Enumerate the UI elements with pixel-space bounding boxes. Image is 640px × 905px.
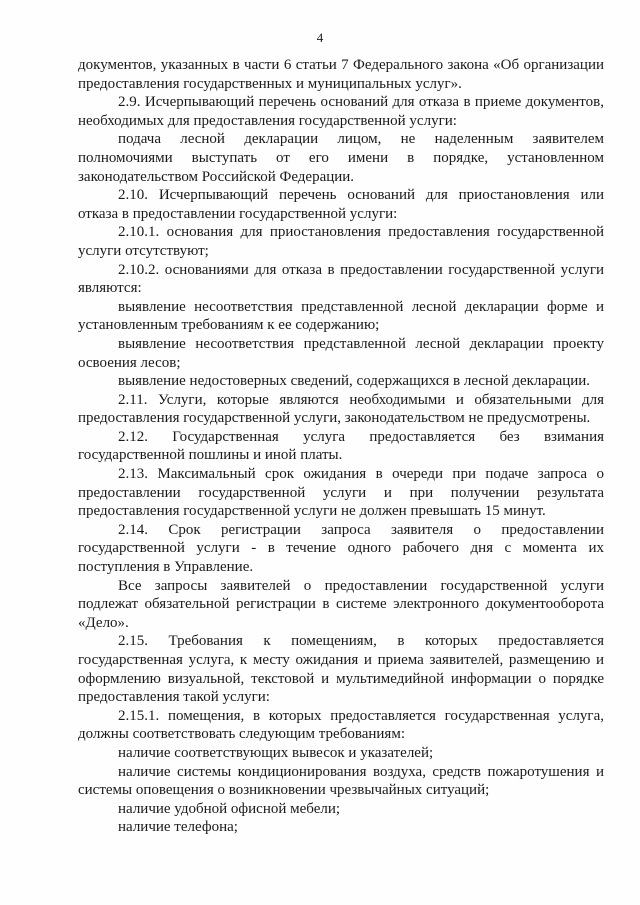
paragraph: наличие соответствующих вывесок и указателей; (118, 744, 434, 761)
paragraph: 2.11. Услуги, которые являются необходимыми и обязательными для предоставления государственной услуги, законодательством не предусмотрены. (78, 391, 604, 427)
paragraph: 2.15.1. помещения, в которых предоставляется государственная услуга, должны соответствовать следующим требованиям: (78, 707, 604, 743)
paragraph: 2.10.2. основаниями для отказа в предоставлении государственной услуги являются: (78, 261, 604, 297)
paragraph: Все запросы заявителей о предоставлении государственной услуги подлежат обязательной регистрации в системе электронного документооборота «Дело». (78, 577, 604, 631)
paragraph: 2.10. Исчерпывающий перечень оснований для приостановления или отказа в предоставлении государственной услуги: (78, 187, 604, 222)
paragraph: наличие системы кондиционирования воздуха, средств пожаротушения и системы оповещения о возникновении чрезвычайных ситуаций; (78, 763, 604, 799)
paragraph: 2.10.1. основания для приостановления предоставления государственной услуги отсутствуют; (78, 224, 604, 259)
paragraph: 2.9. Исчерпывающий перечень оснований для отказа в приеме документов, необходимых для предоставления государственной услуги: (78, 94, 604, 129)
paragraph: выявление недостоверных сведений, содержащихся в лесной декларации. (118, 373, 591, 390)
paragraph: 2.13. Максимальный срок ожидания в очереди при подаче запроса о предоставлении государственной услуги и при получении результата предоставления государственной услуги не должен превышать 15 минут. (78, 466, 604, 520)
paragraph: 2.14. Срок регистрации запроса заявителя о предоставлении государственной услуги - в течение одного рабочего дня с момента их поступления в Управление. (78, 521, 604, 576)
paragraph: 2.15. Требования к помещениям, в которых предоставляется государственная услуга, к месту ожидания и приема заявителей, размещению и оформлению визуальной, текстовой и мультимедийной информации о порядке предоставления такой услуги: (78, 633, 604, 706)
paragraph: выявление несоответствия представленной лесной декларации форме и установленным требованиям к ее содержанию; (78, 298, 604, 334)
paragraph: документов, указанных в части 6 статьи 7 Федерального закона «Об организации предоставления государственных и муниципальных услуг». (78, 57, 604, 92)
paragraph: выявление несоответствия представленной лесной декларации проекту освоения лесов; (78, 335, 604, 371)
paragraph: подача лесной декларации лицом, не наделенным заявителем полномочиями выступать от его имени в порядке, установленном законодательством Российской Федерации. (78, 131, 604, 185)
document-body (78, 56, 604, 837)
paragraph: наличие удобной офисной мебели; (118, 800, 341, 817)
page-number: 4 (316, 30, 324, 45)
paragraph: 2.12. Государственная услуга предоставляется без взимания государственной пошлины и иной платы. (78, 428, 604, 464)
paragraph: наличие телефона; (118, 819, 238, 836)
